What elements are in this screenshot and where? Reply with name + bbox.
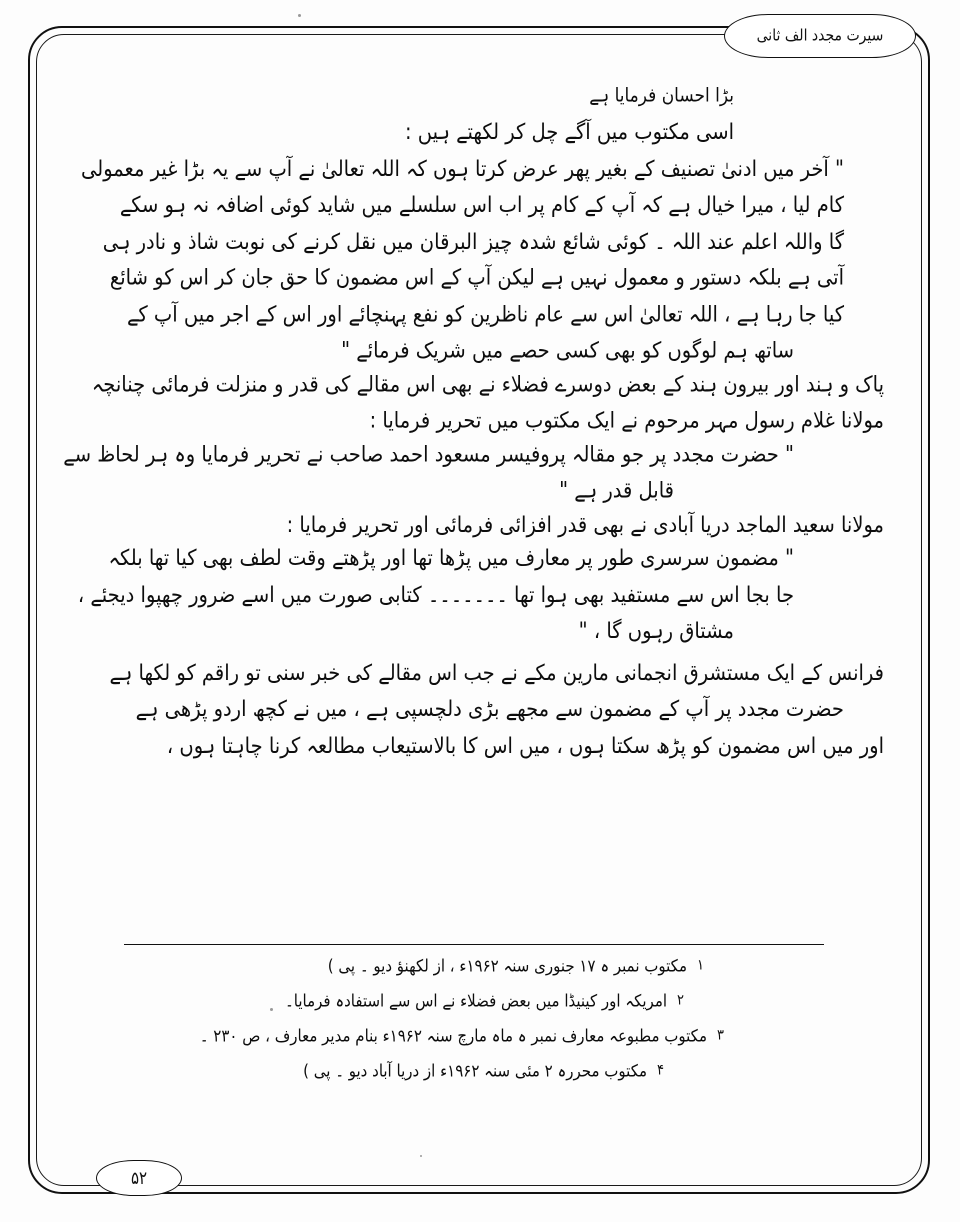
body-line: پاک و ہند اور بیرون ہند کے بعض دوسرے فضلاء نے بھی اس مقالے کی قدر و منزلت فرمائی چنانچہ [91,371,884,397]
page-number: ۵۲ [130,1167,148,1189]
body-line: مولانا سعید الماجد دریا آبادی نے بھی قدر افزائی فرمائی اور تحریر فرمایا : [286,511,884,537]
footnotes-section [72,944,884,1099]
footnote-text: امریکہ اور کینیڈا میں بعض فضلاء نے اس سے استفادہ فرمایا۔ [284,990,668,1012]
paper-speck [298,14,301,17]
footnote-item [72,1025,884,1047]
body-line: بڑا احسان فرمایا ہے [589,84,734,108]
body-line: جا بجا اس سے مستفید بھی ہوا تھا ۔۔۔۔۔۔۔ کتابی صورت میں اسے ضرور چھپوا دیجئے ، [77,581,794,607]
body-line: فرانس کے ایک مستشرق انجمانی مارین مکے نے جب اس مقالے کی خبر سنی تو راقم کو لکھا ہے [109,659,884,685]
body-line: آتی ہے بلکہ دستور و معمول نہیں ہے لیکن آپ کے اس مضمون کا حق جان کر اس کو شائع [109,264,844,291]
body-line: " حضرت مجدد پر جو مقالہ پروفیسر مسعود احمد صاحب نے تحریر فرمایا وہ ہر لحاظ سے [63,441,794,467]
footnote-divider [124,944,824,945]
body-line: مولانا غلام رسول مہر مرحوم نے ایک مکتوب میں تحریر فرمایا : [369,407,884,434]
page-number-cartouche [96,1160,182,1196]
body-line: حضرت مجدد پر آپ کے مضمون سے مجھے بڑی دلچسپی ہے ، میں نے کچھ اردو پڑھی ہے [135,695,844,722]
footnote-item [72,990,884,1012]
body-line: اور میں اس مضمون کو پڑھ سکتا ہوں ، میں اس کا بالاستیعاب مطالعہ کرنا چاہتا ہوں ، [166,732,884,758]
footnote-marker: ۲ [677,991,684,1009]
paper-speck [270,1008,273,1011]
footnote-item [72,955,884,977]
footnote-text: مکتوب مطبوعہ معارف نمبر ہ ماہ مارچ سنہ ۱۹۶۲ء بنام مدیر معارف ، ص ۲۳۰ ۔ [199,1025,708,1047]
footnote-item [72,1060,884,1082]
footnote-marker: ۳ [717,1026,724,1044]
book-title-header: سیرت مجدد الف ثانی [756,26,884,46]
footnote-marker: ۱ [697,956,704,974]
footnote-text: مکتوب محررہ ۲ مئی سنہ ۱۹۶۲ء از دریا آباد دیو ۔ پی ) [303,1060,648,1082]
header-cartouche [724,14,916,58]
body-line: ساتھ ہم لوگوں کو بھی کسی حصے میں شریک فرمائے " [341,337,794,364]
footnote-text: مکتوب نمبر ہ ۱۷ جنوری سنہ ۱۹۶۲ء ، از لکھنؤ دیو ۔ پی ) [327,955,688,977]
body-line: " آخر میں ادنیٰ تصنیف کے بغیر پھر عرض کرتا ہوں کہ اللہ تعالیٰ نے آپ سے یہ بڑا غیر معمولی [81,155,844,181]
body-line: مشتاق رہوں گا ، " [578,617,734,644]
body-line: " مضمون سرسری طور پر معارف میں پڑھا تھا اور پڑھتے وقت لطف بھی کیا تھا بلکہ [108,544,794,571]
paper-speck [420,1155,422,1157]
body-line: کام لیا ، میرا خیال ہے کہ آپ کے کام پر اب اس سلسلے میں شاید کوئی اضافہ نہ ہو سکے [119,191,844,218]
body-line: کیا جا رہا ہے ، اللہ تعالیٰ اس سے عام ناظرین کو نفع پہنچائے اور اس کے اجر میں آپ کے [127,301,844,327]
body-line: قابل قدر ہے " [559,477,674,504]
footnote-marker: ۴ [657,1061,664,1079]
body-line: اسی مکتوب میں آگے چل کر لکھتے ہیں : [404,118,734,145]
body-line: گا واللہ اعلم عند اللہ ۔ کوئی شائع شدہ چیز البرقان میں نقل کرنے کی نوبت شاذ و نادر ہی [102,228,844,254]
